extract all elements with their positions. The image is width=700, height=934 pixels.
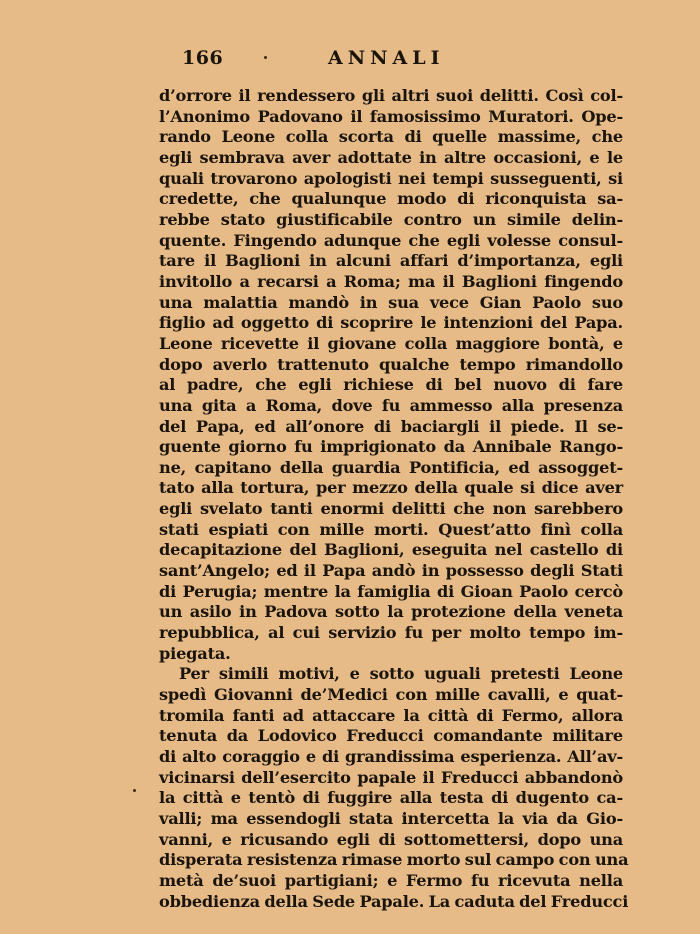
- text-line: sant’Angelo; ed il Papa andò in possesso degli Stati: [159, 561, 623, 581]
- text-line: tenuta da Lodovico Freducci comandante militare: [159, 726, 623, 746]
- text-line: tato alla tortura, per mezzo della quale si dice aver: [159, 478, 623, 498]
- running-head: ANNALI: [328, 47, 445, 69]
- text-line: egli sembrava aver adottate in altre occasioni, e le: [159, 147, 623, 167]
- text-line: guente giorno fu imprigionato da Annibale Rango-: [159, 437, 623, 457]
- text-line: l’Anonimo Padovano il famosissimo Muratori. Ope-: [159, 106, 623, 126]
- text-line: rando Leone colla scorta di quelle massime, che: [159, 127, 623, 147]
- text-line: decapitazione del Baglioni, eseguita nel castello di: [159, 540, 623, 560]
- text-line: vanni, e ricusando egli di sottomettersi, dopo una: [159, 829, 623, 849]
- text-line: spedì Giovanni de’Medici con mille cavalli, e quat-: [159, 685, 623, 705]
- text-line: quali trovarono apologisti nei tempi susseguenti, si: [159, 168, 623, 188]
- text-line: disperata resistenza rimase morto sul campo con una: [159, 850, 629, 870]
- body-text: [159, 86, 629, 912]
- text-line: una gita a Roma, dove fu ammesso alla presenza: [159, 395, 623, 415]
- text-line: invitollo a recarsi a Roma; ma il Baglioni fingendo: [159, 271, 623, 291]
- text-line: dopo averlo trattenuto qualche tempo rimandollo: [159, 354, 623, 374]
- text-line: tromila fanti ad attaccare la città di Fermo, allora: [159, 705, 623, 725]
- text-line: Leone ricevette il giovane colla maggiore bontà, e: [159, 333, 623, 353]
- text-line: ne, capitano della guardia Pontificia, ed assogget-: [159, 457, 623, 477]
- text-line: al padre, che egli richiese di bel nuovo di fare: [159, 375, 623, 395]
- text-line: di Perugia; mentre la famiglia di Gioan Paolo cercò: [159, 581, 623, 601]
- text-line: quente. Fingendo adunque che egli volesse consul-: [159, 230, 623, 250]
- text-line: di alto coraggio e di grandissima esperienza. All’av-: [159, 747, 623, 766]
- text-line: vicinarsi dell’esercito papale il Freducci abbandonò: [159, 767, 623, 787]
- text-line: metà de’suoi partigiani; e Fermo fu ricevuta nella: [159, 870, 623, 890]
- text-line: repubblica, al cui servizio fu per molto tempo im-: [159, 623, 623, 643]
- text-line: d’orrore il rendessero gli altri suoi delitti. Così col-: [159, 86, 623, 105]
- ink-speck: [264, 56, 267, 59]
- text-line: credette, che qualunque modo di riconquista sa-: [159, 189, 623, 209]
- page-header: [160, 44, 626, 74]
- text-line: obbedienza della Sede Papale. La caduta del Freducci: [159, 891, 629, 911]
- text-line: rebbe stato giustificabile contro un simile delin-: [159, 209, 623, 229]
- text-line: la città e tentò di fuggire alla testa di dugento ca-: [159, 788, 623, 808]
- text-line: stati espiati con mille morti. Quest’atto finì colla: [159, 519, 623, 539]
- text-line: una malattia mandò in sua vece Gian Paolo suo: [159, 292, 623, 312]
- text-line: del Papa, ed all’onore di baciargli il piede. Il se-: [159, 416, 623, 436]
- paragraph-end-line: piegata.: [159, 643, 231, 663]
- page-number: 166: [182, 47, 224, 69]
- text-line: figlio ad oggetto di scoprire le intenzioni del Papa.: [159, 313, 623, 333]
- text-line: valli; ma essendogli stata intercetta la via da Gio-: [159, 808, 623, 828]
- ink-speck: [133, 789, 136, 792]
- text-line: un asilo in Padova sotto la protezione della veneta: [159, 602, 623, 622]
- paragraph-start-line: Per simili motivi, e sotto uguali pretesti Leone: [179, 664, 623, 684]
- text-line: egli svelato tanti enormi delitti che non sarebbero: [159, 499, 623, 519]
- text-line: tare il Baglioni in alcuni affari d’importanza, egli: [159, 251, 623, 271]
